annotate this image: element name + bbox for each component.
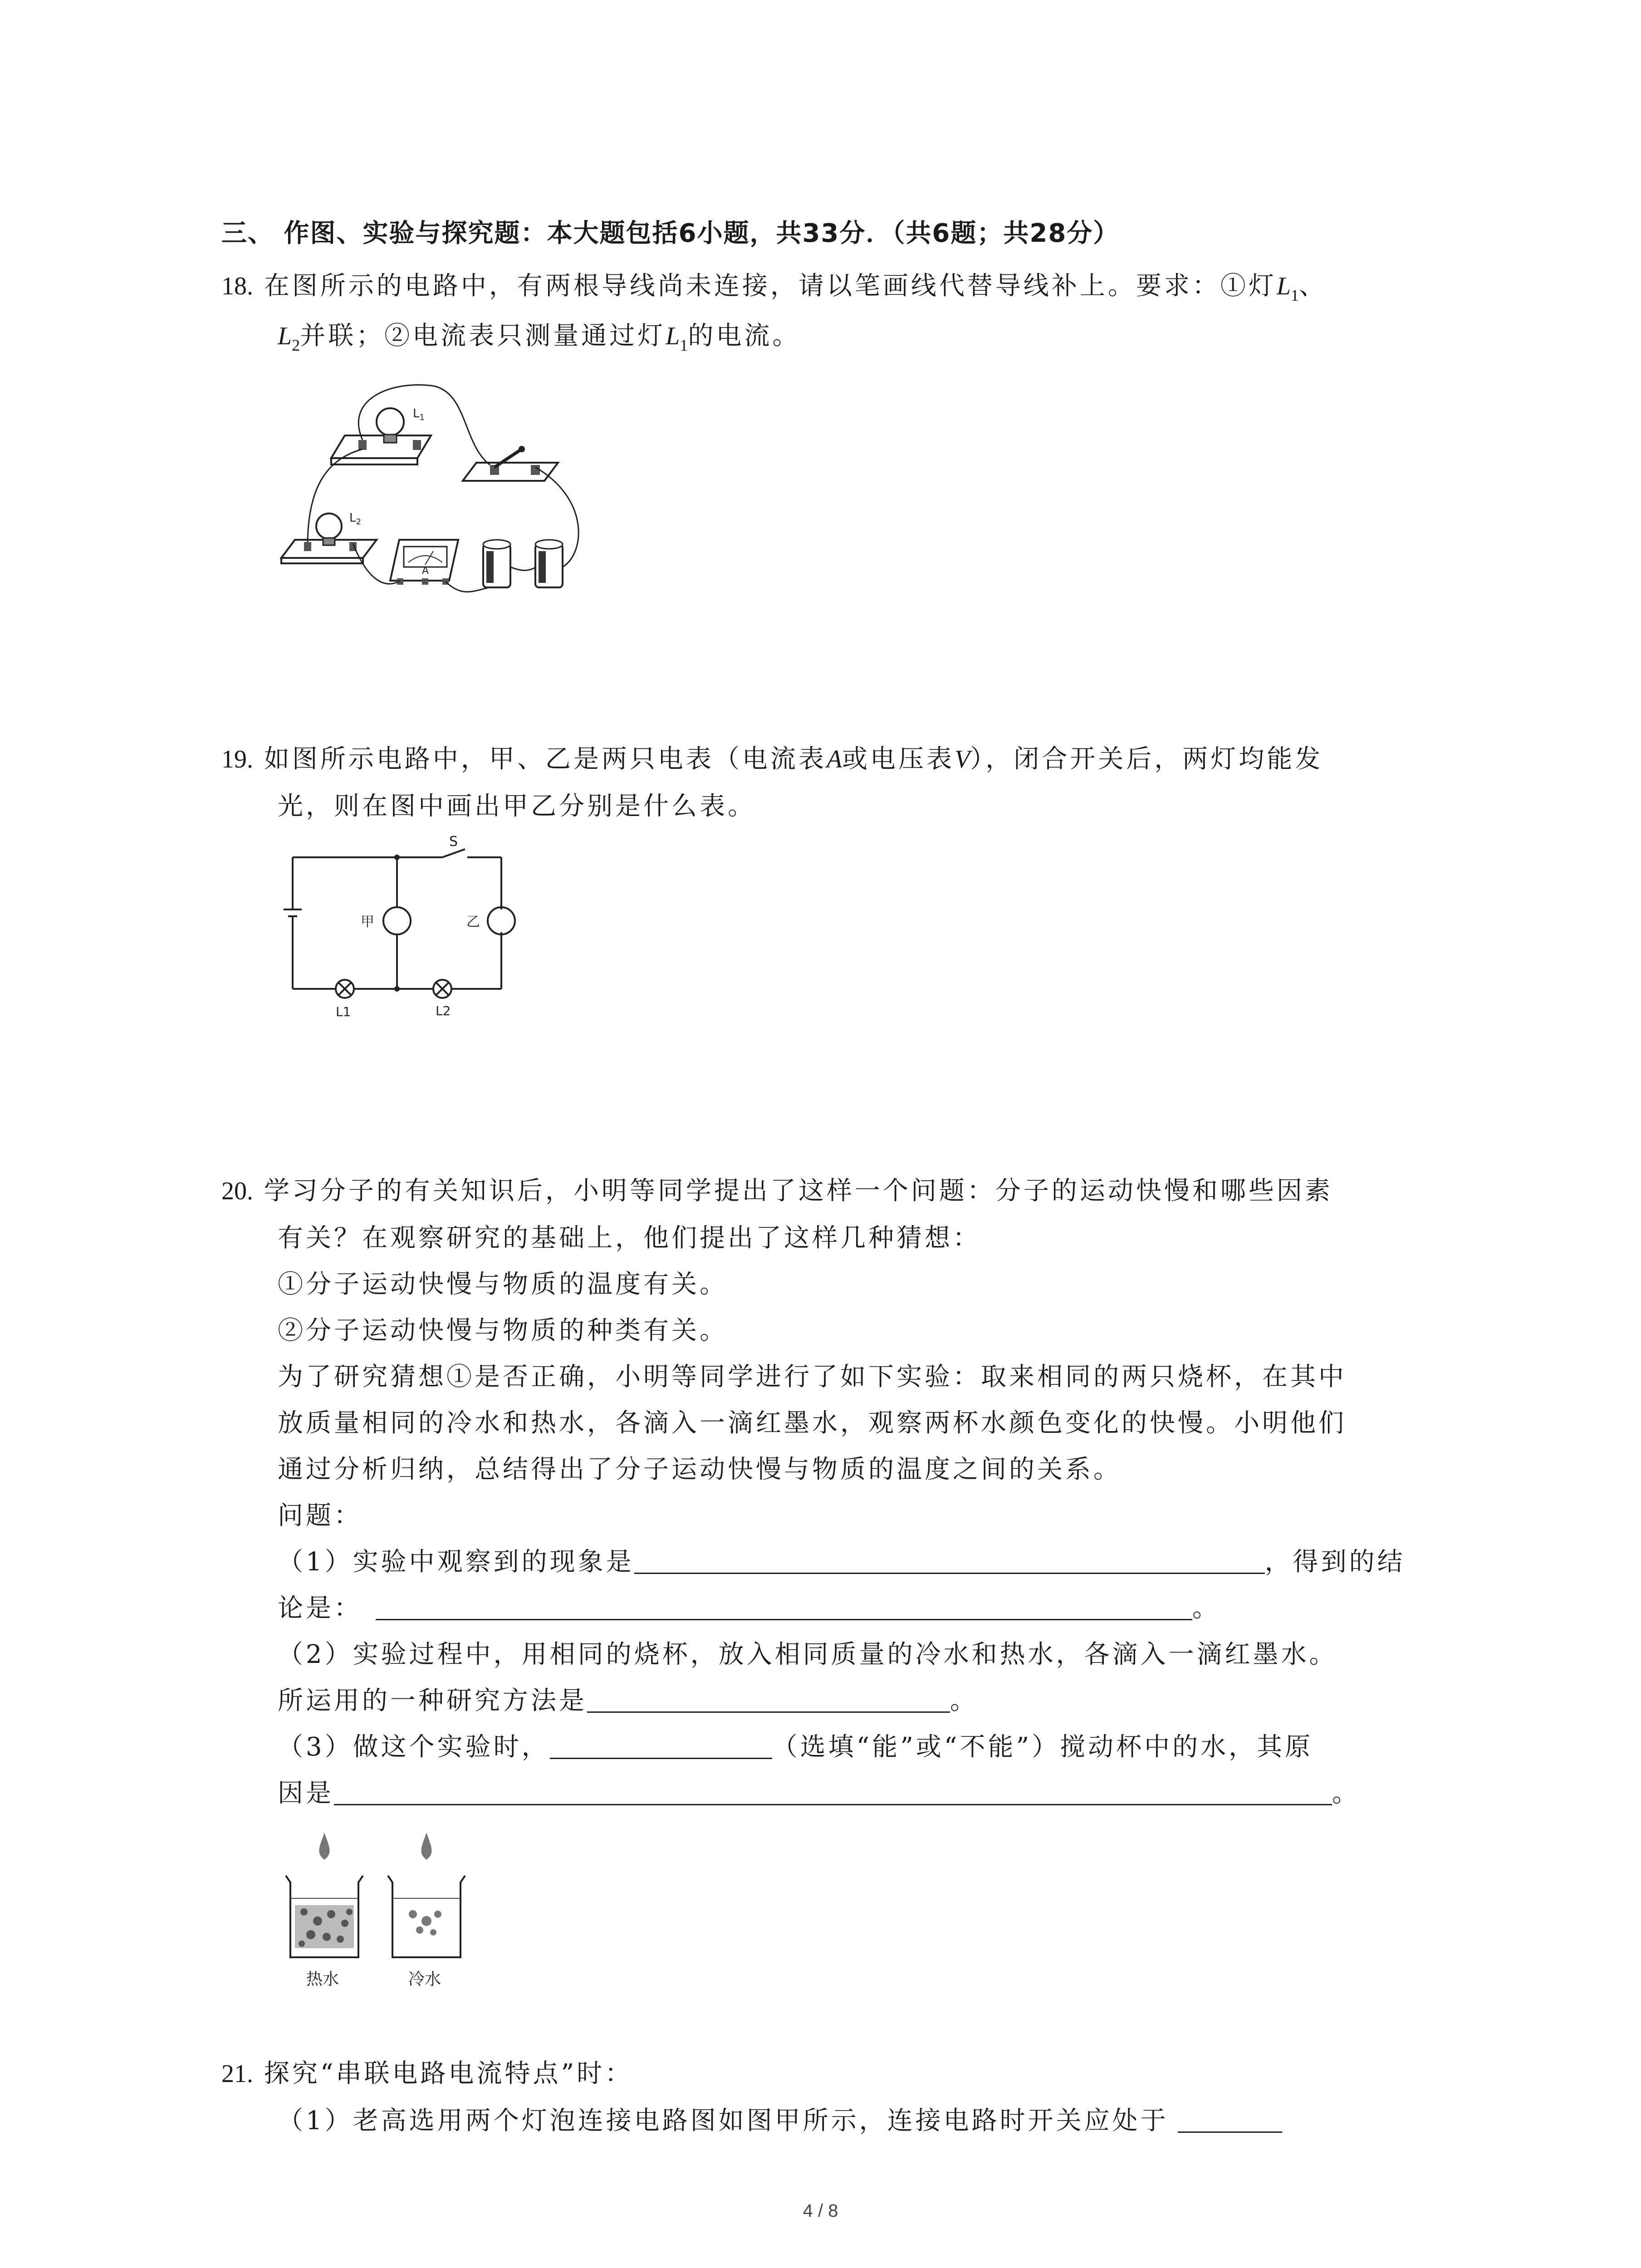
q18-line1 — [221, 270, 1327, 312]
q20-p1-cont: ，得到的结 — [1264, 1547, 1406, 1577]
q20-number: 20. — [221, 1177, 253, 1205]
lamp-l2-board — [281, 511, 377, 563]
switch-label: S — [449, 834, 458, 850]
q18-sub-1: 1 — [1290, 286, 1299, 304]
q19-text-1b: 或电压表 — [842, 744, 955, 774]
q20-beakers-figure — [277, 1826, 476, 1998]
ammeter — [390, 540, 458, 585]
q21-answer-blank-switch-state[interactable] — [1178, 2106, 1282, 2133]
meter-jia — [383, 907, 411, 934]
q20-line6: 放质量相同的冷水和热水，各滴入一滴红墨水，观察两杯水颜色变化的快慢。小明他们 — [278, 1408, 1347, 1438]
q20-part3-line2 — [278, 1777, 1360, 1810]
section-title: 三、 作图、实验与探究题：本大题包括6小题，共33分．（共6题；共28分） — [221, 219, 1120, 248]
q20-p3-end: 。 — [1332, 1779, 1360, 1808]
q19-text-1a: 如图所示电路中，甲、乙是两只电表（电流表 — [264, 744, 827, 774]
battery-1 — [483, 540, 510, 587]
q18-circuit-figure — [277, 372, 603, 608]
ammeter-label: A — [422, 565, 429, 577]
q18-text-2: 并联；②电流表只测量通过灯 — [300, 321, 666, 351]
q21-line2 — [278, 2105, 1282, 2137]
q18-sep: 、 — [1298, 271, 1327, 301]
l1-label: $L_1$ — [413, 407, 425, 422]
q20-part1-line2 — [278, 1592, 1220, 1625]
q18-sub-2: 2 — [292, 336, 300, 354]
q20-p3-cont: （选填“能”或“不能”）搅动杯中的水，其原 — [772, 1732, 1313, 1762]
q20-line4: ②分子运动快慢与物质的种类有关。 — [278, 1316, 728, 1345]
q20-answer-blank-method[interactable] — [587, 1686, 950, 1713]
q20-line2: 有关？在观察研究的基础上，他们提出了这样几种猜想： — [278, 1223, 981, 1253]
q18-var-L1b: L — [666, 322, 680, 350]
q18-text-3: 的电流。 — [688, 321, 801, 351]
q20-p1-conclusion-label: 论是： — [278, 1593, 362, 1623]
q21-number: 21. — [221, 2060, 253, 2088]
q19-circuit-figure — [272, 830, 535, 1034]
q21-line1 — [221, 2058, 633, 2090]
q20-answer-blank-phenomenon[interactable] — [634, 1547, 1265, 1574]
q20-p3-reason-label: 因是 — [278, 1779, 334, 1808]
q20-p3-prompt: （3）做这个实验时， — [278, 1732, 550, 1762]
q20-p1-prompt: （1）实验中观察到的现象是 — [278, 1547, 634, 1577]
q20-p2-end: 。 — [950, 1686, 978, 1716]
q20-part1-line1 — [278, 1546, 1406, 1579]
q20-part3-line1 — [278, 1731, 1313, 1764]
q18-text-1: 在图所示的电路中，有两根导线尚未连接，请以笔画线代替导线补上。要求：①灯 — [264, 271, 1277, 301]
q20-line8: 问题： — [278, 1501, 362, 1530]
l2-label: L2 — [436, 1003, 451, 1018]
q19-var-A: A — [826, 745, 843, 773]
q18-var-L2: L — [278, 322, 292, 350]
q19-text-1c: ），闭合开关后，两灯均能发 — [970, 744, 1323, 774]
q20-line1 — [221, 1175, 1333, 1207]
q18-number: 18. — [221, 272, 253, 300]
l2-label: $L_2$ — [349, 511, 361, 527]
q19-var-V: V — [955, 745, 970, 773]
q20-line3: ①分子运动快慢与物质的温度有关。 — [278, 1270, 728, 1299]
q20-p2-prompt: 所运用的一种研究方法是 — [278, 1686, 587, 1716]
q19-line2: 光，则在图中画出甲乙分别是什么表。 — [278, 792, 756, 821]
jia-label: 甲 — [361, 914, 374, 930]
q19-line1 — [221, 743, 1323, 776]
meter-yi — [488, 907, 515, 934]
page-number: 4 / 8 — [803, 2201, 838, 2221]
q20-text-1: 学习分子的有关知识后，小明等同学提出了这样一个问题：分子的运动快慢和哪些因素 — [264, 1176, 1333, 1206]
hot-water-label: 热水 — [306, 1970, 339, 1989]
yi-label: 乙 — [466, 914, 480, 930]
switch-board — [463, 446, 558, 481]
q19-number: 19. — [221, 745, 253, 773]
q20-answer-blank-can-stir[interactable] — [550, 1732, 772, 1759]
l1-label: L1 — [336, 1004, 351, 1019]
q20-p1-end: 。 — [1192, 1593, 1220, 1623]
ink-drop-icon — [319, 1833, 329, 1860]
q18-line2 — [278, 320, 800, 362]
q21-text-2: （1）老高选用两个灯泡连接电路图如图甲所示，连接电路时开关应处于 — [278, 2106, 1169, 2136]
q18-var-L1: L — [1276, 272, 1291, 300]
battery-2 — [535, 540, 563, 587]
cold-water-beaker — [388, 1876, 465, 1957]
ink-drop-icon — [421, 1833, 431, 1860]
q20-part2-line2 — [278, 1685, 978, 1717]
q18-sub-1b: 1 — [680, 336, 688, 354]
q21-text-1: 探究“串联电路电流特点”时： — [264, 2059, 633, 2088]
q20-answer-blank-reason[interactable] — [334, 1779, 1332, 1805]
cold-water-label: 冷水 — [408, 1970, 441, 1989]
q20-line5: 为了研究猜想①是否正确，小明等同学进行了如下实验：取来相同的两只烧杯，在其中 — [278, 1362, 1347, 1392]
hot-water-beaker — [286, 1876, 363, 1957]
q20-answer-blank-conclusion[interactable] — [376, 1593, 1192, 1620]
q20-line7: 通过分析归纳，总结得出了分子运动快慢与物质的温度之间的关系。 — [278, 1455, 1122, 1484]
q20-part2-line1: （2）实验过程中，用相同的烧杯，放入相同质量的冷水和热水，各滴入一滴红墨水。 — [278, 1640, 1337, 1669]
